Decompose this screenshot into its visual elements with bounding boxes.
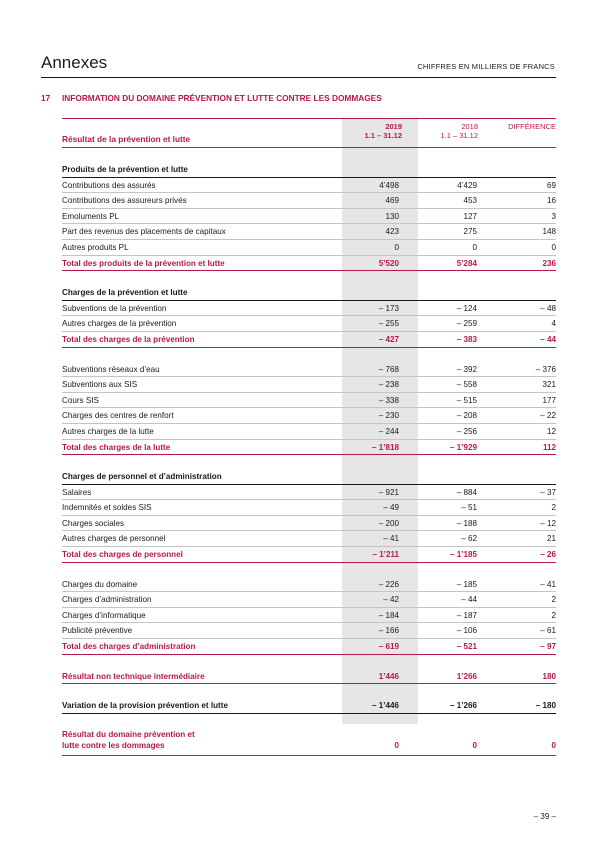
provision-variation-row: Variation de la provision prévention et lutte – 1’446 – 1’266 – 180 — [62, 698, 556, 714]
table-row: Emoluments PL 130 127 3 — [62, 209, 556, 225]
unit-note: CHIFFRES EN MILLIERS DE FRANCS — [417, 62, 555, 71]
total-row: Total des produits de la prévention et lutte 5’520 5’284 236 — [62, 256, 556, 272]
col-header-2019 — [364, 122, 402, 140]
table-row: Autres produits PL 0 0 0 — [62, 240, 556, 256]
table-row: Autres charges de personnel – 41 – 62 21 — [62, 531, 556, 547]
financial-table — [62, 118, 556, 756]
table-row: Autres charges de la lutte – 244 – 256 12 — [62, 424, 556, 440]
total-row: Total des charges de la lutte – 1’818 – 1’929 112 — [62, 440, 556, 456]
table-row: Contributions des assureurs privés 469 453 16 — [62, 193, 556, 209]
table-header — [62, 118, 556, 148]
total-row: Total des charges d’administration – 619 – 521 – 97 — [62, 639, 556, 655]
col-header-difference — [508, 122, 556, 131]
total-row: Total des charges de personnel – 1’211 – 1’185 – 26 — [62, 547, 556, 563]
col-period: 1.1 – 31.12 — [440, 131, 478, 140]
table-row: Charges d’administration – 42 – 44 2 — [62, 592, 556, 608]
table-row: Cours SIS – 338 – 515 177 — [62, 393, 556, 409]
group-title: Charges de la prévention et lutte — [62, 285, 556, 301]
col-year: 2019 — [385, 122, 402, 131]
col-period: 1.1 – 31.12 — [364, 131, 402, 140]
col-label: DIFFÉRENCE — [508, 122, 556, 131]
table-row: Subventions aux SIS – 238 – 558 321 — [62, 377, 556, 393]
section-heading — [41, 93, 382, 103]
table-row: Part des revenus des placements de capitaux 423 275 148 — [62, 224, 556, 240]
table-row: Autres charges de la prévention – 255 – 259 4 — [62, 316, 556, 332]
table-row: Contributions des assurés 4’498 4’429 69 — [62, 178, 556, 194]
total-row: Total des charges de la prévention – 427 – 383 – 44 — [62, 332, 556, 348]
group-title: Produits de la prévention et lutte — [62, 162, 556, 178]
table-row: Charges sociales – 200 – 188 – 12 — [62, 516, 556, 532]
table-label: Résultat de la prévention et lutte — [62, 134, 191, 144]
table-row: Salaires – 921 – 884 – 37 — [62, 485, 556, 501]
table-row: Subventions de la prévention – 173 – 124 – 48 — [62, 301, 556, 317]
table-row: Charges des centres de renfort – 230 – 208 – 22 — [62, 408, 556, 424]
page-number: – 39 – — [533, 812, 556, 821]
col-header-2018 — [440, 122, 478, 140]
header-divider — [41, 77, 556, 78]
table-row: Indemnités et soldes SIS – 49 – 51 2 — [62, 500, 556, 516]
final-result-row: Résultat du domaine prévention et lutte contre les dommages 0 0 0 — [62, 728, 556, 756]
page-title: Annexes — [41, 53, 108, 72]
intermediate-result-row: Résultat non technique intermédiaire 1’446 1’266 180 — [62, 669, 556, 685]
section-title: INFORMATION DU DOMAINE PRÉVENTION ET LUTTE CONTRE LES DOMMAGES — [62, 93, 382, 103]
section-number: 17 — [41, 93, 51, 103]
table-row: Publicité préventive – 166 – 106 – 61 — [62, 623, 556, 639]
col-year: 2018 — [461, 122, 478, 131]
table-row: Charges du domaine – 226 – 185 – 41 — [62, 577, 556, 593]
table-row: Charges d’informatique – 184 – 187 2 — [62, 608, 556, 624]
table-row: Subventions réseaux d’eau – 768 – 392 – 376 — [62, 362, 556, 378]
group-title: Charges de personnel et d’administration — [62, 469, 556, 485]
